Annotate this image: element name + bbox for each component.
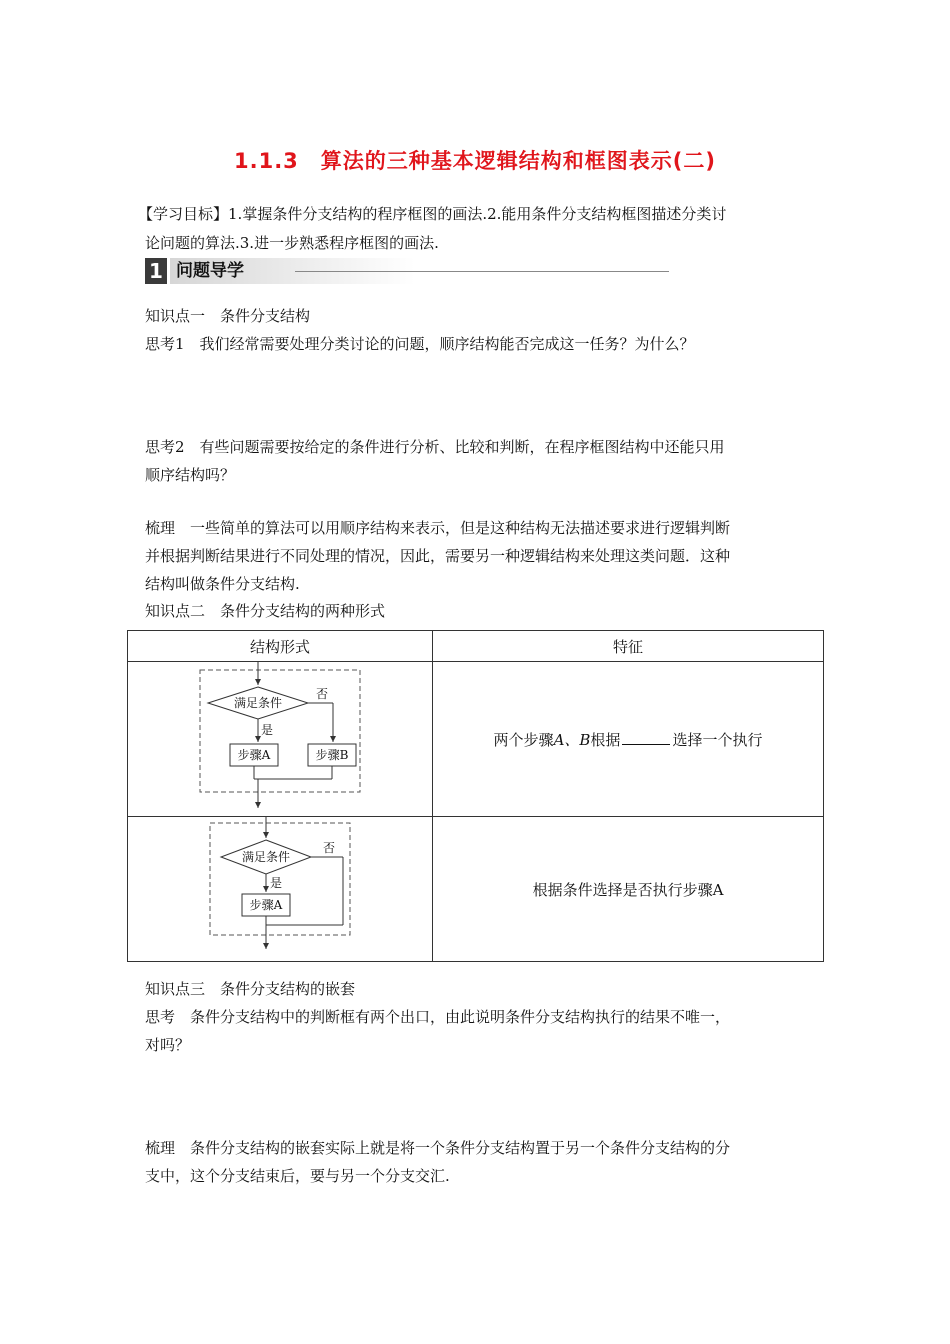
k1-think1: 思考1 我们经常需要处理分类讨论的问题，顺序结构能否完成这一任务？为什么？ <box>145 335 695 353</box>
k1-summary-line2: 并根据判断结果进行不同处理的情况，因此，需要另一种逻辑结构来处理这类问题．这种 <box>145 547 731 565</box>
section-rule <box>295 271 669 272</box>
page-title: 1.1.3 算法的三种基本逻辑结构和框图表示(二) <box>234 149 716 173</box>
flowchart-cell-2 <box>128 817 433 962</box>
k1-heading: 知识点一 条件分支结构 <box>145 307 311 325</box>
col-header-feature: 特征 <box>433 631 824 662</box>
dashed-frame <box>200 670 360 792</box>
section-label: 问题导学 <box>176 261 244 281</box>
step-a-label-2: 步骤A <box>249 898 283 912</box>
step-b-label: 步骤B <box>315 748 349 762</box>
k1-think2-line1: 思考2 有些问题需要按给定的条件进行分析、比较和判断，在程序框图结构中还能只用 <box>145 438 725 456</box>
forms-table <box>127 630 824 962</box>
step-a-label: 步骤A <box>237 748 271 762</box>
condition-label-2: 满足条件 <box>241 850 291 864</box>
flowchart-if-else <box>128 662 432 812</box>
k1-summary-line3: 结构叫做条件分支结构. <box>145 575 300 593</box>
k2-heading: 知识点二 条件分支结构的两种形式 <box>145 602 386 620</box>
k3-heading: 知识点三 条件分支结构的嵌套 <box>145 980 356 998</box>
flowchart-cell-1 <box>128 662 433 817</box>
goals-line-2: 论问题的算法.3.进一步熟悉程序框图的画法. <box>145 234 439 252</box>
row1-post: 选择一个执行 <box>672 730 763 749</box>
feature-cell-1 <box>433 662 824 817</box>
row1-ab: A、B <box>553 730 591 749</box>
row1-pre: 两个步骤 <box>493 730 554 749</box>
k3-think-line2: 对吗？ <box>145 1036 191 1054</box>
answer-blank <box>622 730 670 745</box>
k3-think-line1: 思考 条件分支结构中的判断框有两个出口，由此说明条件分支结构执行的结果不唯一， <box>145 1008 731 1026</box>
no-label-2: 否 <box>323 841 336 855</box>
yes-label: 是 <box>261 723 274 737</box>
section-number: 1 <box>145 258 167 284</box>
col-header-structure: 结构形式 <box>128 631 433 662</box>
no-label: 否 <box>316 687 329 701</box>
k3-summary-line2: 支中，这个分支结束后，要与另一个分支交汇. <box>145 1167 450 1185</box>
goals-line-1: 1.掌握条件分支结构的程序框图的画法.2.能用条件分支结构框图描述分类讨 <box>228 205 727 223</box>
k3-summary-line1: 梳理 条件分支结构的嵌套实际上就是将一个条件分支结构置于另一个条件分支结构的分 <box>145 1139 731 1157</box>
k1-summary-line1: 梳理 一些简单的算法可以用顺序结构来表示，但是这种结构无法描述要求进行逻辑判断 <box>145 519 731 537</box>
condition-label: 满足条件 <box>233 696 283 710</box>
learning-goals <box>138 200 813 258</box>
feature-cell-2: 根据条件选择是否执行步骤A <box>433 817 824 962</box>
yes-label-2: 是 <box>270 876 283 890</box>
flowchart-if <box>128 817 432 957</box>
row1-mid: 根据 <box>590 730 621 749</box>
goals-label: 【学习目标】 <box>138 205 229 223</box>
k1-think2-line2: 顺序结构吗？ <box>145 466 236 484</box>
